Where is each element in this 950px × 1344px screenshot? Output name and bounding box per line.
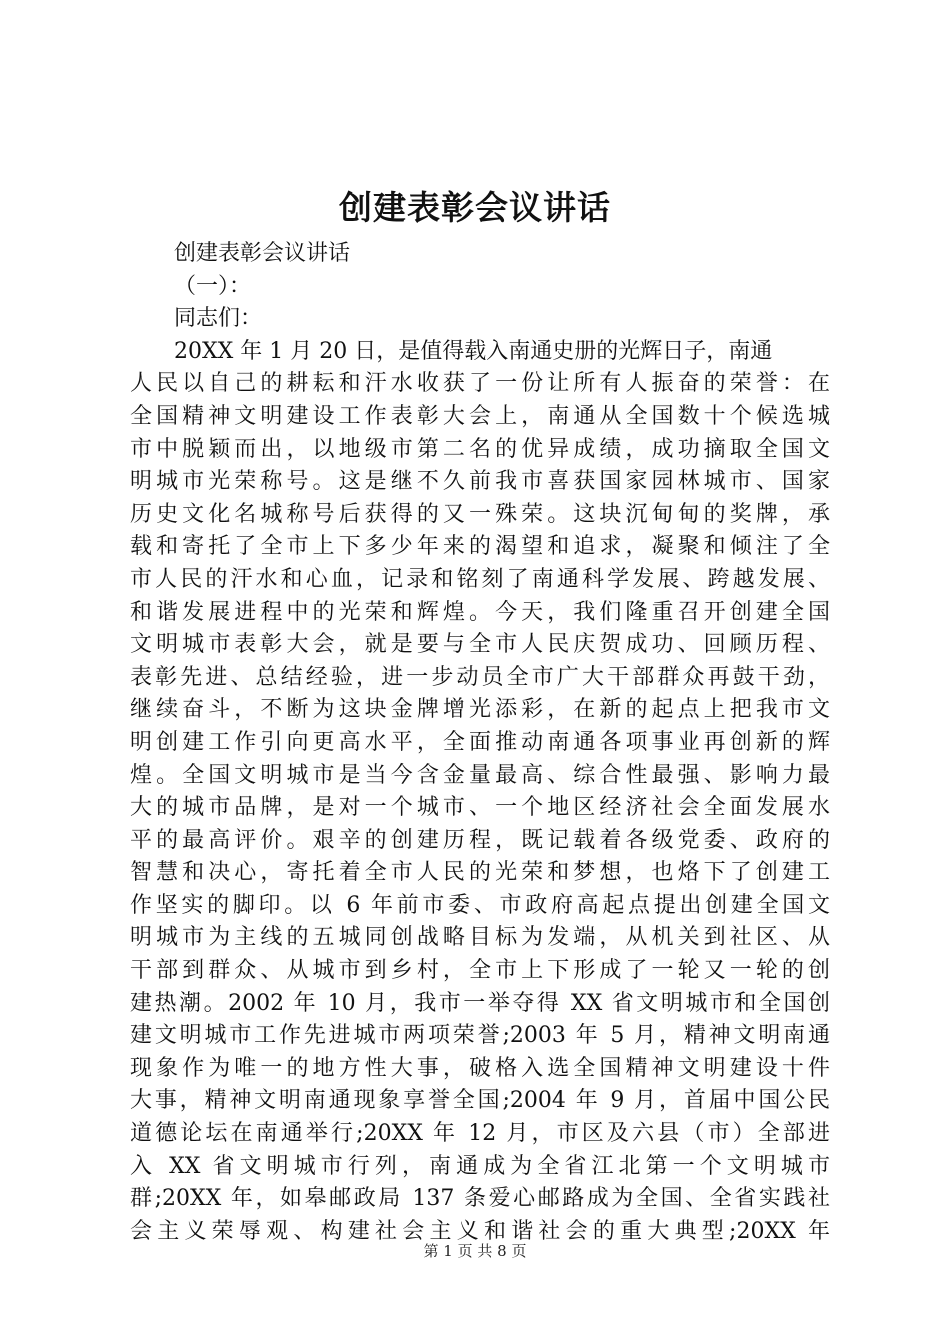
body-line: （一）：: [174, 273, 252, 299]
document-title: 创建表彰会议讲话: [339, 188, 611, 227]
body-line: 建热潮。2002 年 10 月，我市一举夺得 XX 省文明城市和全国创: [130, 990, 830, 1016]
body-line: 大事，精神文明南通现象享誉全国;2004 年 9 月，首届中国公民: [130, 1088, 830, 1114]
body-line: 市人民的汗水和心血，记录和铭刻了南通科学发展、跨越发展、: [130, 566, 830, 592]
body-line: 煌。全国文明城市是当今含金量最高、综合性最强、影响力最: [130, 762, 830, 788]
body-line: 道德论坛在南通举行;20XX 年 12 月，市区及六县（市）全部进: [130, 1121, 830, 1147]
body-line: 群;20XX 年，如皋邮政局 137 条爱心邮路成为全国、全省实践社: [130, 1186, 830, 1212]
body-line: 建文明城市工作先进城市两项荣誉;2003 年 5 月，精神文明南通: [130, 1023, 830, 1049]
body-line: 作坚实的脚印。以 6 年前市委、市政府高起点提出创建全国文: [130, 892, 830, 918]
body-line: 载和寄托了全市上下多少年来的渴望和追求，凝聚和倾注了全: [130, 534, 830, 560]
body-line: 明城市为主线的五城同创战略目标为发端，从机关到社区、从: [130, 925, 830, 951]
body-line: 智慧和决心，寄托着全市人民的光荣和梦想，也烙下了创建工: [130, 860, 830, 886]
page-footer: 第 1 页 共 8 页: [423, 1242, 527, 1260]
body-line: 全国精神文明建设工作表彰大会上，南通从全国数十个候选城: [130, 403, 830, 429]
body-line: 和谐发展进程中的光荣和辉煌。今天，我们隆重召开创建全国: [130, 599, 830, 625]
body-line: 20XX 年 1 月 20 日，是值得载入南通史册的光辉日子，南通: [174, 338, 773, 364]
body-line: 平的最高评价。艰辛的创建历程，既记载着各级党委、政府的: [130, 827, 830, 853]
body-line: 干部到群众、从城市到乡村，全市上下形成了一轮又一轮的创: [130, 958, 830, 984]
body-line: 同志们：: [174, 306, 263, 332]
body-line: 明城市光荣称号。这是继不久前我市喜获国家园林城市、国家: [130, 469, 830, 495]
body-line: 大的城市品牌，是对一个城市、一个地区经济社会全面发展水: [130, 795, 830, 821]
body-line: 现象作为唯一的地方性大事，破格入选全国精神文明建设十件: [130, 1055, 830, 1081]
body-line: 明创建工作引向更高水平，全面推动南通各项事业再创新的辉: [130, 729, 830, 755]
body-line: 表彰先进、总结经验，进一步动员全市广大干部群众再鼓干劲，: [130, 664, 830, 690]
body-line: 会主义荣辱观、构建社会主义和谐社会的重大典型;20XX 年: [130, 1218, 830, 1244]
body-line: 文明城市表彰大会，就是要与全市人民庆贺成功、回顾历程、: [130, 632, 830, 658]
body-line: 继续奋斗，不断为这块金牌增光添彩，在新的起点上把我市文: [130, 697, 830, 723]
body-line: 历史文化名城称号后获得的又一殊荣。这块沉甸甸的奖牌，承: [130, 501, 830, 527]
body-line: 市中脱颖而出，以地级市第二名的优异成绩，成功摘取全国文: [130, 436, 830, 462]
body-line: 人民以自己的耕耘和汗水收获了一份让所有人振奋的荣誉：在: [130, 371, 830, 397]
document-body: [130, 238, 830, 1248]
body-line: 入 XX 省文明城市行列，南通成为全省江北第一个文明城市: [130, 1153, 830, 1179]
body-line: 创建表彰会议讲话: [174, 241, 351, 266]
